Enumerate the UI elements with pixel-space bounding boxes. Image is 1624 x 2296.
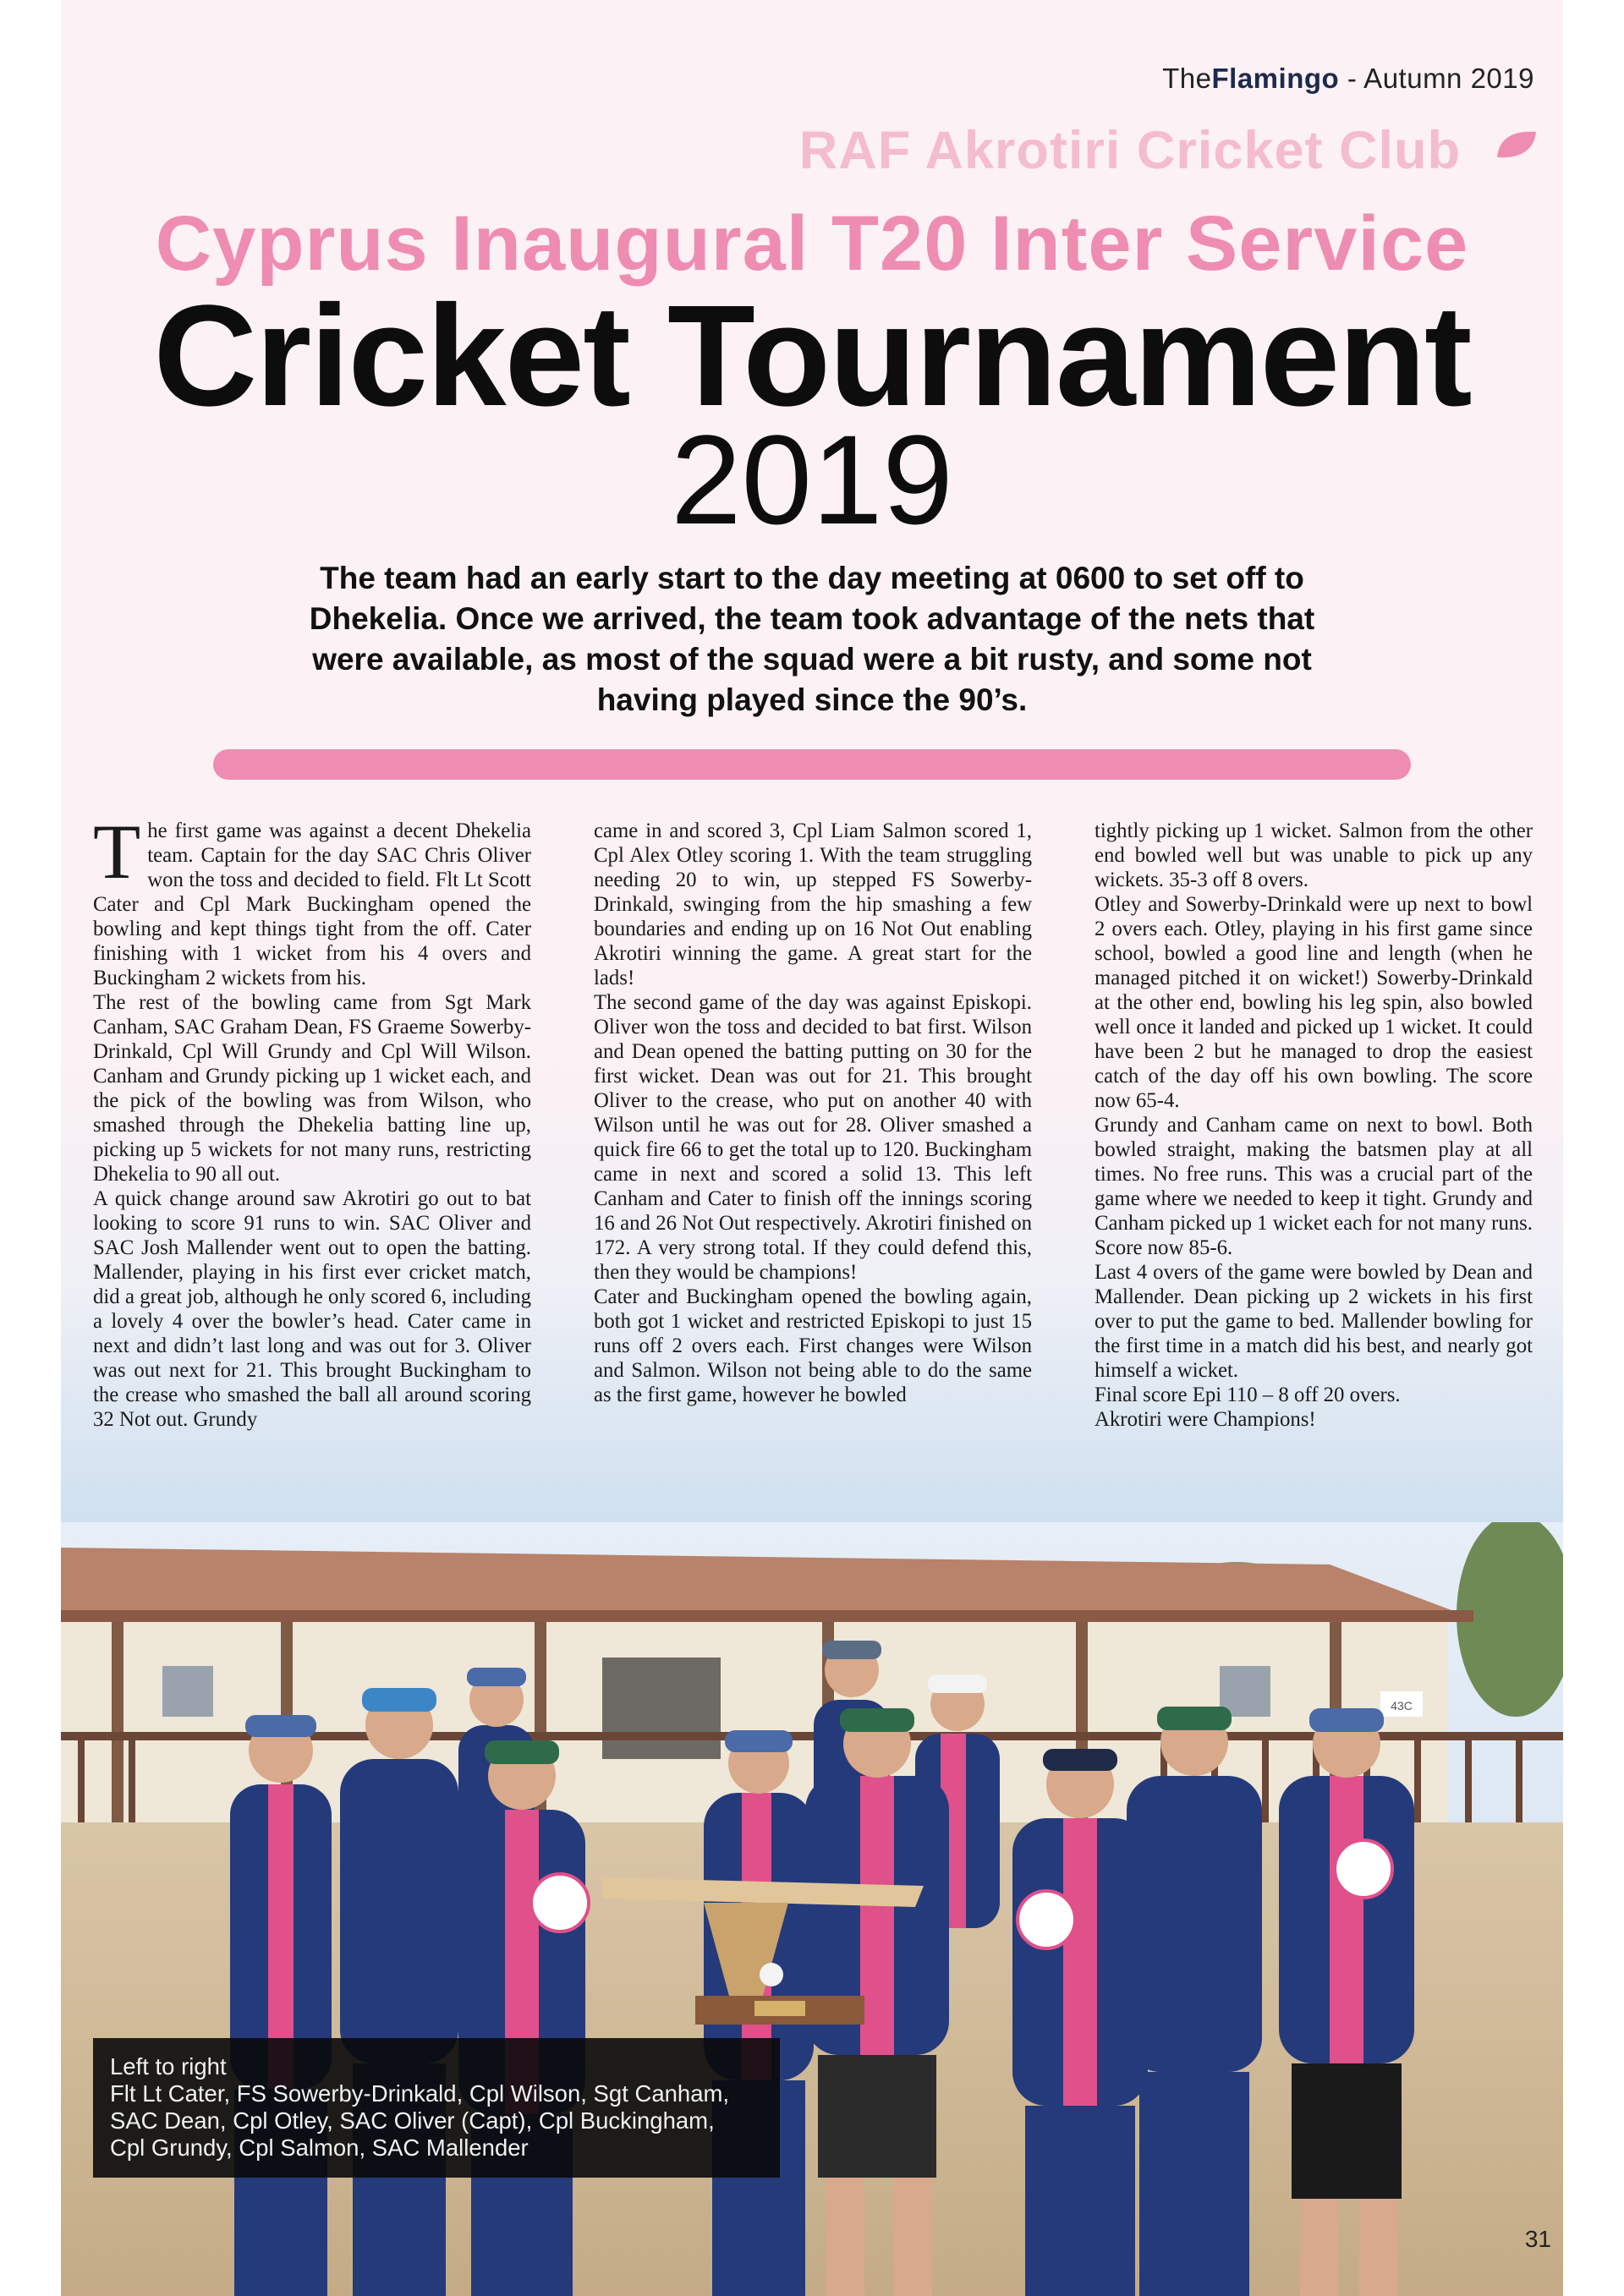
photo-caption: [93, 2038, 780, 2178]
standfirst: The team had an early start to the day meeting at 0600 to set off to Dhekelia. Once we arrived, the team took advantage of the nets that were available, as most of the squad were a bit rusty, and some not having played since the 90’s.: [309, 561, 1315, 717]
magazine-page: [61, 0, 1563, 2296]
article-paragraph: Otley and Sowerby-Drinkald were up next to bowl 2 overs each. Otley, playing in his first game since school, bowled a good line and length (when he managed pitched it on wicket!) Sowerby-Drinkald at the other end, bowling his leg spin, also bowled well once it landed and picked up 1 wicket. It could have been 2 but he managed to drop the easiest catch of the day off his own bowling. The score now 65-4.: [1095, 893, 1533, 1112]
article-paragraph: Akrotiri were Champions!: [1095, 1408, 1316, 1431]
article-paragraph: came in and scored 3, Cpl Liam Salmon scored 1, Cpl Alex Otley scoring 1. With the team struggling needing 20 to win, up stepped FS Sowerby-Drinkald, swinging from the hip smashing a few boundaries and ending up on 16 Not Out enabling Akrotiri winning the game. A great start for the lads!: [594, 819, 1032, 989]
article-paragraph: Grundy and Canham came on next to bowl. Both bowled straight, making the batsmen play at all times. No free runs. This was a crucial part of the game where we needed to keep it tight. Grundy and Canham picked up 1 wicket each for not many runs. Score now 85-6.: [1095, 1114, 1533, 1259]
drop-cap: T: [93, 808, 141, 895]
magazine-name-prefix: The: [1162, 63, 1212, 94]
article-column-2: [594, 819, 1032, 1407]
divider-bar: [213, 749, 1411, 780]
headline-line1: Cyprus Inaugural T20 Inter Service: [155, 200, 1469, 287]
team-photo: [61, 1522, 1563, 2296]
article-paragraph: Cater and Buckingham opened the bowling again, both got 1 wicket and restricted Episkopi to just 15 runs off 2 overs each. First changes were Wilson and Salmon. Wilson not being able to do the same as the first game, however he bowled: [594, 1285, 1032, 1406]
caption-heading: Left to right: [110, 2053, 227, 2080]
article-paragraph: [93, 808, 531, 990]
caption-line: Flt Lt Cater, FS Sowerby-Drinkald, Cpl Wilson, Sgt Canham,: [110, 2080, 730, 2107]
headline-line2: Cricket Tournament: [153, 276, 1471, 436]
wall-sign: 43C: [1391, 1699, 1413, 1712]
article-paragraph: Final score Epi 110 – 8 off 20 overs.: [1095, 1384, 1401, 1406]
article-column-3: [1095, 819, 1533, 1432]
caption-line: SAC Dean, Cpl Otley, SAC Oliver (Capt), Cpl Buckingham,: [110, 2107, 715, 2134]
headline-year: 2019: [671, 408, 953, 551]
article-paragraph: tightly picking up 1 wicket. Salmon from the other end bowled well but was unable to pick up any wickets. 35-3 off 8 overs.: [1095, 819, 1533, 891]
caption-line: Cpl Grundy, Cpl Salmon, SAC Mallender: [110, 2134, 529, 2161]
page-number: 31: [1524, 2226, 1551, 2252]
club-title: RAF Akrotiri Cricket Club: [798, 121, 1461, 180]
running-header: [1162, 63, 1534, 95]
issue-label: - Autumn 2019: [1339, 63, 1534, 94]
article-paragraph: A quick change around saw Akrotiri go out to bat looking to score 91 runs to win. SAC Oliver and SAC Josh Mallender went out to open the batting. Mallender, playing in his first ever cricket match, did a great job, although he only scored 6, including a lovely 4 over the bowler’s head. Cater came in next and didn’t last long and was out for 3. Oliver was out next for 21. This brought Buckingham to the crease who smashed the ball all around scoring 32 Not out. Grundy: [93, 1187, 531, 1431]
article-paragraph: The rest of the bowling came from Sgt Mark Canham, SAC Graham Dean, FS Graeme Sowerby-Drinkald, Cpl Will Grundy and Cpl Will Wilson. Canham and Grundy picking up 1 wicket each, and the pick of the bowling was from Wilson, who smashed through the Dhekelia batting line up, picking up 5 wickets for not many runs, restricting Dhekelia to 90 all out.: [93, 991, 531, 1186]
magazine-name: Flamingo: [1211, 63, 1340, 94]
article-paragraph: Last 4 overs of the game were bowled by Dean and Mallender. Dean picking up 2 wickets in his first over to put the game to bed. Mallender bowling for the first time in a match did his best, and nearly got himself a wicket.: [1095, 1261, 1533, 1382]
article-column-1: [93, 808, 531, 1432]
article-paragraph: The second game of the day was against Episkopi. Oliver won the toss and decided to bat first. Wilson and Dean opened the batting putting on 30 for the first wicket. Dean was out for 21. This brought Oliver to the crease, who put on another 40 with Wilson until he was out for 28. Oliver smashed a quick fire 66 to get the total up to 120. Buckingham came in next and scored a solid 13. This left Canham and Cater to finish off the innings scoring 16 and 26 Not Out respectively. Akrotiri finished on 172. A very strong total. If they could defend this, then they would be champions!: [594, 991, 1032, 1284]
leaf-icon: [1494, 129, 1538, 161]
paragraph-text: he first game was against a decent Dhekelia team. Captain for the day SAC Chris Oliver won the toss and decided to field. Flt Lt Scott Cater and Cpl Mark Buckingham opened the bowling and kept things tight from the off. Cater finishing with 1 wicket from his 4 overs and Buckingham 2 wickets from his.: [93, 819, 531, 989]
